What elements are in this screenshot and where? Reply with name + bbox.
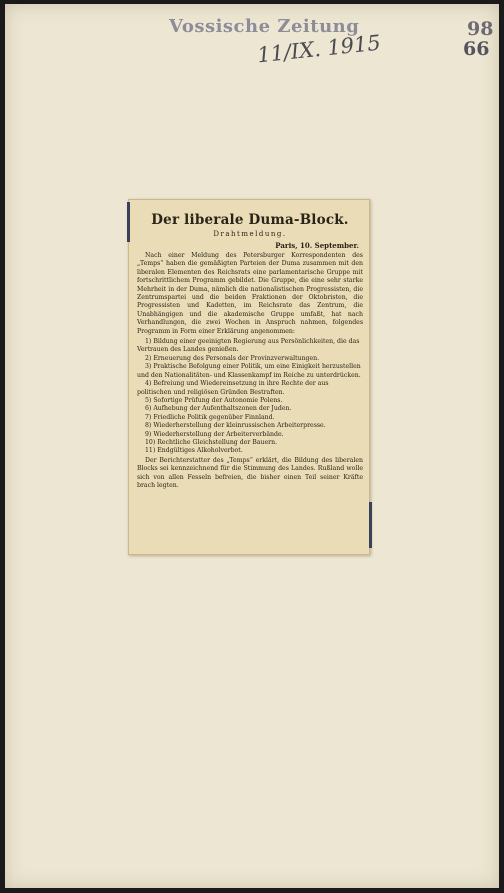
program-item: 11) Endgültiges Alkoholverbot. [145, 447, 243, 455]
program-item: 4) Befreiung und Wiedereinsetzung in ihre Rechte der aus politischen und religiösen Gründen Bestraften. [137, 380, 329, 396]
program-item: 1) Bildung einer geeinigten Regierung aus Persönlichkeiten, die das Vertrauen des Landes genießen. [137, 338, 360, 354]
clipping-edge-right [369, 502, 372, 548]
newspaper-stamp: Vossische Zeitung [169, 16, 360, 37]
program-item: 7) Friedliche Politik gegenüber Finnland. [145, 413, 275, 421]
archive-number-top: 98 [467, 18, 494, 40]
newspaper-clipping [128, 199, 370, 555]
article-subhead: Drahtmeldung. [213, 230, 287, 238]
handwritten-date: 11/IX. 1915 [256, 30, 382, 68]
article-closing: Der Berichterstatter des „Temps“ erklärt, die Bildung des liberalen Blocks sei kennzeichnend für die Stimmung des Landes. Rußland wolle sich von allen Fesseln befreien, die bisher einen Teil seiner Kräfte brach legten. [137, 456, 363, 489]
archive-sheet [5, 4, 499, 888]
article-headline: Der liberale Duma-Block. [151, 212, 349, 228]
program-item: 8) Wiederherstellung der kleinrussischen Arbeiterpresse. [145, 422, 326, 430]
program-item: 6) Aufhebung der Aufenthaltszonen der Juden. [145, 405, 292, 413]
program-item: 9) Wiederherstellung der Arbeiterverbände. [145, 430, 284, 438]
article-lead: Nach einer Meldung des Petersburger Korrespondenten des „Temps“ haben die gemäßigten Parteien der Duma zusammen mit den liberalen Elementen des Reichsrats eine parlamentarische Gruppe mit fortschrittlichem Programm gebildet. Die Gruppe, die eine sehr starke Mehrheit in der Duma, nämlich die nationalistischen Progressisten, die Zentrumspartei und die beiden Fraktionen der Oktobristen, die Progressisten und Kadetten, im Reichsrate das Zentrum, die Unabhängigen und die akademische Gruppe umfaßt, hat nach Verhandlungen, die zwei Wochen in Anspruch nahmen, folgendes Programm in Form einer Erklärung angenommen: [137, 252, 363, 335]
archive-number-bottom: 66 [463, 38, 490, 60]
clipping-edge-left [127, 202, 130, 242]
program-item: 5) Sofortige Prüfung der Autonomie Polens. [145, 396, 283, 404]
program-item: 2) Erneuerung des Personals der Provinzverwaltungen. [145, 354, 320, 362]
program-item: 3) Praktische Befolgung einer Politik, um eine Einigkeit herzustellen und den Nationalitäten- und Klassenkampf im Reiche zu unterdrücken. [137, 363, 361, 379]
program-item: 10) Rechtliche Gleichstellung der Bauern. [145, 438, 278, 446]
article-dateline: Paris, 10. September. [275, 241, 359, 250]
